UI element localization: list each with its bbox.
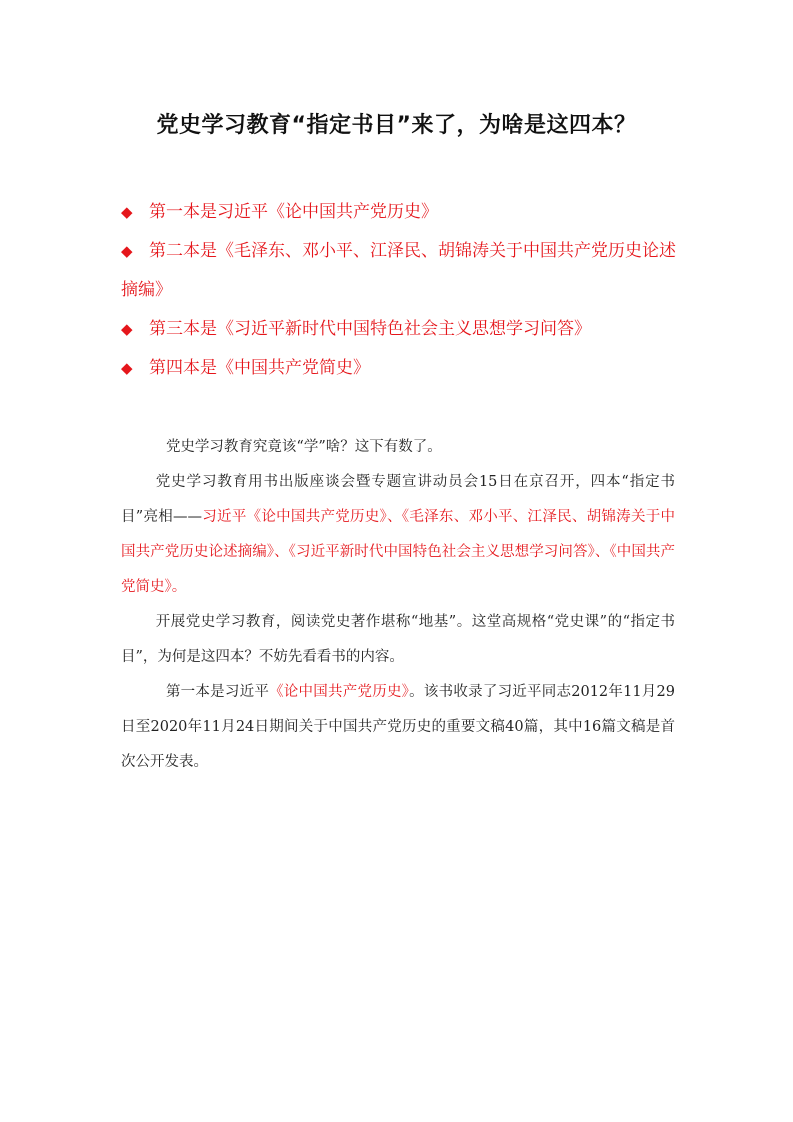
paragraph-intro: 党史学习教育究竟该“学”啥？这下有数了。 [165, 439, 442, 455]
first-book-description: 。该书收录了习近平同志2012年11月29日至2020年11月24日期间关于中国共产党历史的重要文稿40篇，其中16篇文稿是首次公开发表。 [121, 684, 675, 770]
article-body [121, 430, 675, 780]
first-book-title: 《论中国共产党历史》 [269, 684, 410, 700]
list-item [121, 193, 681, 232]
diamond-bullet-icon: ◆ [121, 359, 133, 377]
diamond-bullet-icon: ◆ [121, 203, 133, 221]
diamond-bullet-icon: ◆ [121, 320, 133, 338]
paragraph-reading: 开展党史学习教育，阅读党史著作堪称“地基”。这堂高规格“党史课”的“指定书目”，为何是这四本？不妨先看看书的内容。 [121, 614, 675, 665]
announcement-text: 党史学习教育用书出版座谈会暨专题宣讲动员会15日在京召开，四本“指定书目”亮相—— [121, 474, 675, 525]
paragraph-first-book [121, 675, 675, 780]
book-titles-highlight: 习近平《论中国共产党历史》、《毛泽东、邓小平、江泽民、胡锦涛关于中国共产党历史论述摘编》、《习近平新时代中国特色社会主义思想学习问答》、《中国共产党简史》。 [121, 509, 676, 595]
list-item-text: 第四本是《中国共产党简史》 [149, 358, 370, 378]
diamond-bullet-icon: ◆ [121, 242, 133, 260]
list-item [121, 232, 681, 310]
first-book-lead: 第一本是习近平 [165, 684, 270, 700]
list-item [121, 349, 681, 388]
book-list [121, 193, 681, 388]
list-item [121, 310, 681, 349]
list-item-text: 第二本是《毛泽东、邓小平、江泽民、胡锦涛关于中国共产党历史论述摘编》 [121, 241, 676, 300]
list-item-text: 第三本是《习近平新时代中国特色社会主义思想学习问答》 [149, 319, 591, 339]
page-title: 党史学习教育“指定书目”来了，为啥是这四本？ [156, 113, 637, 138]
paragraph-announcement [121, 465, 675, 605]
list-item-text: 第一本是习近平《论中国共产党历史》 [149, 202, 438, 222]
